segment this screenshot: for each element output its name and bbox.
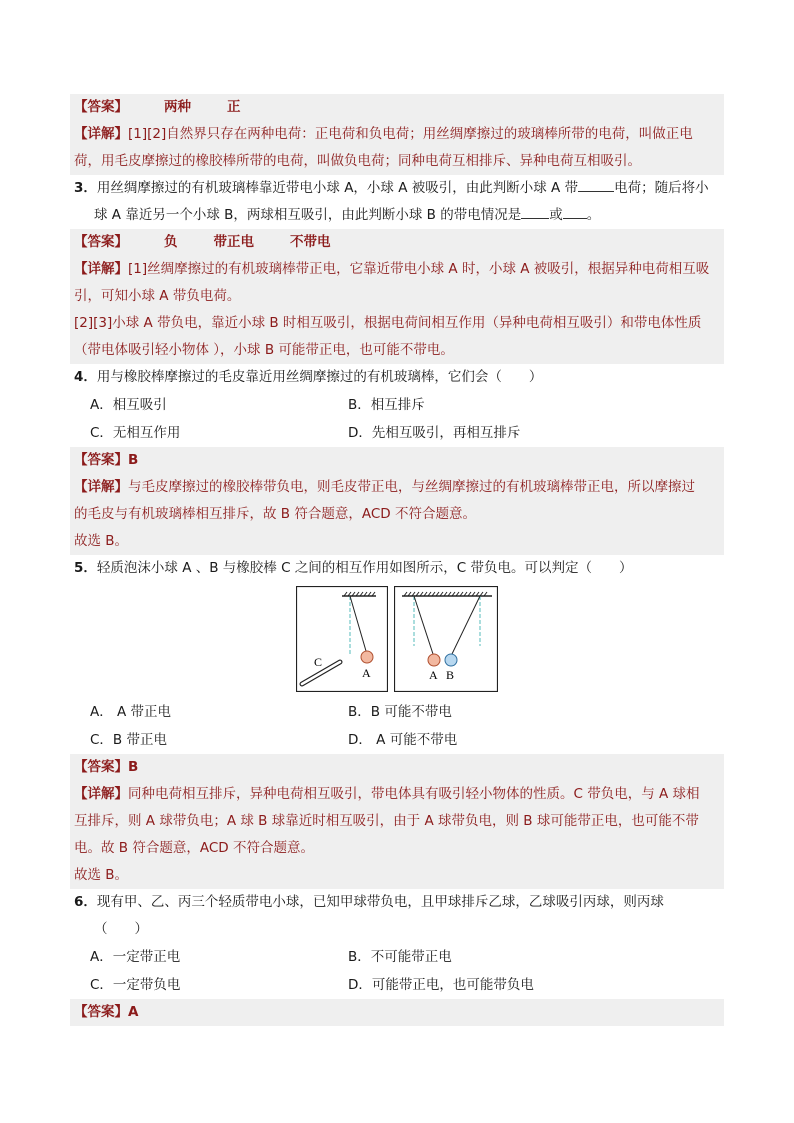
detail-tag: 【详解】 xyxy=(74,479,128,495)
detail-box-q4 xyxy=(70,474,724,555)
answer-tag: 【答案】B xyxy=(74,452,139,468)
answer-value: 两种 xyxy=(164,99,191,115)
option-d[interactable]: D．可能带正电，也可能带负电 xyxy=(348,977,534,993)
options-q4 xyxy=(70,391,724,447)
option-b[interactable]: B．B 可能不带电 xyxy=(348,704,452,720)
blank-1 xyxy=(578,177,614,192)
answer-box-q3 xyxy=(70,229,724,256)
option-b[interactable]: B．不可能带正电 xyxy=(348,949,452,965)
answer-box-q5 xyxy=(70,754,724,781)
figure-panel-2 xyxy=(394,586,498,692)
label-a: A xyxy=(362,666,371,680)
question-number: 4． xyxy=(74,369,97,385)
detail-box-q5 xyxy=(70,781,724,889)
question-5 xyxy=(70,555,724,582)
detail-text: 故选 B。 xyxy=(74,867,129,883)
detail-text: 引，可知小球 A 带负电荷。 xyxy=(74,288,241,304)
answer-value: 不带电 xyxy=(290,234,331,250)
label-b: B xyxy=(446,668,455,682)
question-text: 球 A 靠近另一个小球 B，两球相互吸引，由此判断小球 B 的带电情况是 xyxy=(94,207,522,223)
answer-box-q4 xyxy=(70,447,724,474)
question-text: 。 xyxy=(586,207,601,223)
options-q6 xyxy=(70,943,724,999)
label-a: A xyxy=(429,668,438,682)
detail-text: 故选 B。 xyxy=(74,533,129,549)
option-b[interactable]: B．相互排斥 xyxy=(348,397,425,413)
option-d[interactable]: D． A 可能不带电 xyxy=(348,732,458,748)
answer-tag: 【答案】A xyxy=(74,1004,139,1020)
detail-text: 同种电荷相互排斥，异种电荷相互吸引，带电体具有吸引轻小物体的性质。C 带负电，与 A 球相 xyxy=(128,786,700,802)
blank-2 xyxy=(521,204,549,219)
question-text: 或 xyxy=(549,207,563,223)
answer-tag: 【答案】 xyxy=(74,234,128,250)
question-text: 用丝绸摩擦过的有机玻璃棒靠近带电小球 A，小球 A 被吸引，由此判断小球 A 带 xyxy=(96,180,579,196)
label-c: C xyxy=(314,655,323,669)
answer-box-q2 xyxy=(70,94,724,121)
answer-value: 负 xyxy=(164,234,178,250)
detail-text: 电。故 B 符合题意，ACD 不符合题意。 xyxy=(74,840,314,856)
question-number: 3． xyxy=(74,180,97,196)
pendulum-figure xyxy=(70,582,724,698)
question-3 xyxy=(70,175,724,229)
answer-value: 正 xyxy=(227,99,241,115)
option-a[interactable]: A．相互吸引 xyxy=(90,397,167,413)
detail-text: （带电体吸引轻小物体 ），小球 B 可能带正电，也可能不带电。 xyxy=(74,342,454,358)
detail-text: [2][3]小球 A 带负电，靠近小球 B 时相互吸引，根据电荷间相互作用（异种电荷相互吸引）和带电体性质 xyxy=(74,315,702,331)
detail-box-q3 xyxy=(70,256,724,364)
detail-text: 与毛皮摩擦过的橡胶棒带负电，则毛皮带正电，与丝绸摩擦过的有机玻璃棒带正电，所以摩擦过 xyxy=(128,479,695,495)
answer-tag: 【答案】B xyxy=(74,759,139,775)
question-text: 轻质泡沫小球 A 、B 与橡胶棒 C 之间的相互作用如图所示，C 带负电。可以判定（ ） xyxy=(96,560,633,576)
question-6 xyxy=(70,889,724,943)
answer-value: 带正电 xyxy=(213,234,254,250)
detail-tag: 【详解】 xyxy=(74,786,128,802)
detail-tag: 【详解】 xyxy=(74,126,128,142)
detail-tag: 【详解】 xyxy=(74,261,128,277)
question-text: 电荷；随后将小 xyxy=(614,180,709,196)
question-number: 6． xyxy=(74,894,97,910)
detail-text: 的毛皮与有机玻璃棒相互排斥，故 B 符合题意，ACD 不符合题意。 xyxy=(74,506,476,522)
question-text: 现有甲、乙、丙三个轻质带电小球，已知甲球带负电，且甲球排斥乙球，乙球吸引丙球，则丙球 xyxy=(96,894,664,910)
option-d[interactable]: D．先相互吸引，再相互排斥 xyxy=(348,425,521,441)
detail-text: [1][2]自然界只存在两种电荷：正电荷和负电荷；用丝绸摩擦过的玻璃棒所带的电荷，叫做正电 xyxy=(128,126,693,142)
option-c[interactable]: C．B 带正电 xyxy=(90,732,167,748)
figure-panel-1 xyxy=(296,586,388,692)
question-number: 5． xyxy=(74,560,97,576)
option-a[interactable]: A． A 带正电 xyxy=(90,704,172,720)
answer-tag: 【答案】 xyxy=(74,99,128,115)
option-a[interactable]: A．一定带正电 xyxy=(90,949,181,965)
question-4 xyxy=(70,364,724,391)
answer-box-q6 xyxy=(70,999,724,1026)
question-paren: （ ） xyxy=(94,921,148,937)
worksheet-page xyxy=(70,94,724,1026)
options-q5 xyxy=(70,698,724,754)
detail-text: 荷，用毛皮摩擦过的橡胶棒所带的电荷，叫做负电荷；同种电荷互相排斥、异种电荷互相吸引。 xyxy=(74,153,641,169)
blank-3 xyxy=(563,204,587,219)
question-text: 用与橡胶棒摩擦过的毛皮靠近用丝绸摩擦过的有机玻璃棒，它们会（ ） xyxy=(96,369,543,385)
detail-box-q2 xyxy=(70,121,724,175)
detail-text: [1]丝绸摩擦过的有机玻璃棒带正电，它靠近带电小球 A 时，小球 A 被吸引，根据异种电荷相互吸 xyxy=(128,261,710,277)
detail-text: 互排斥，则 A 球带负电；A 球 B 球靠近时相互吸引，由于 A 球带负电，则 B 球可能带正电，也可能不带 xyxy=(74,813,699,829)
option-c[interactable]: C．无相互作用 xyxy=(90,425,181,441)
option-c[interactable]: C．一定带负电 xyxy=(90,977,181,993)
